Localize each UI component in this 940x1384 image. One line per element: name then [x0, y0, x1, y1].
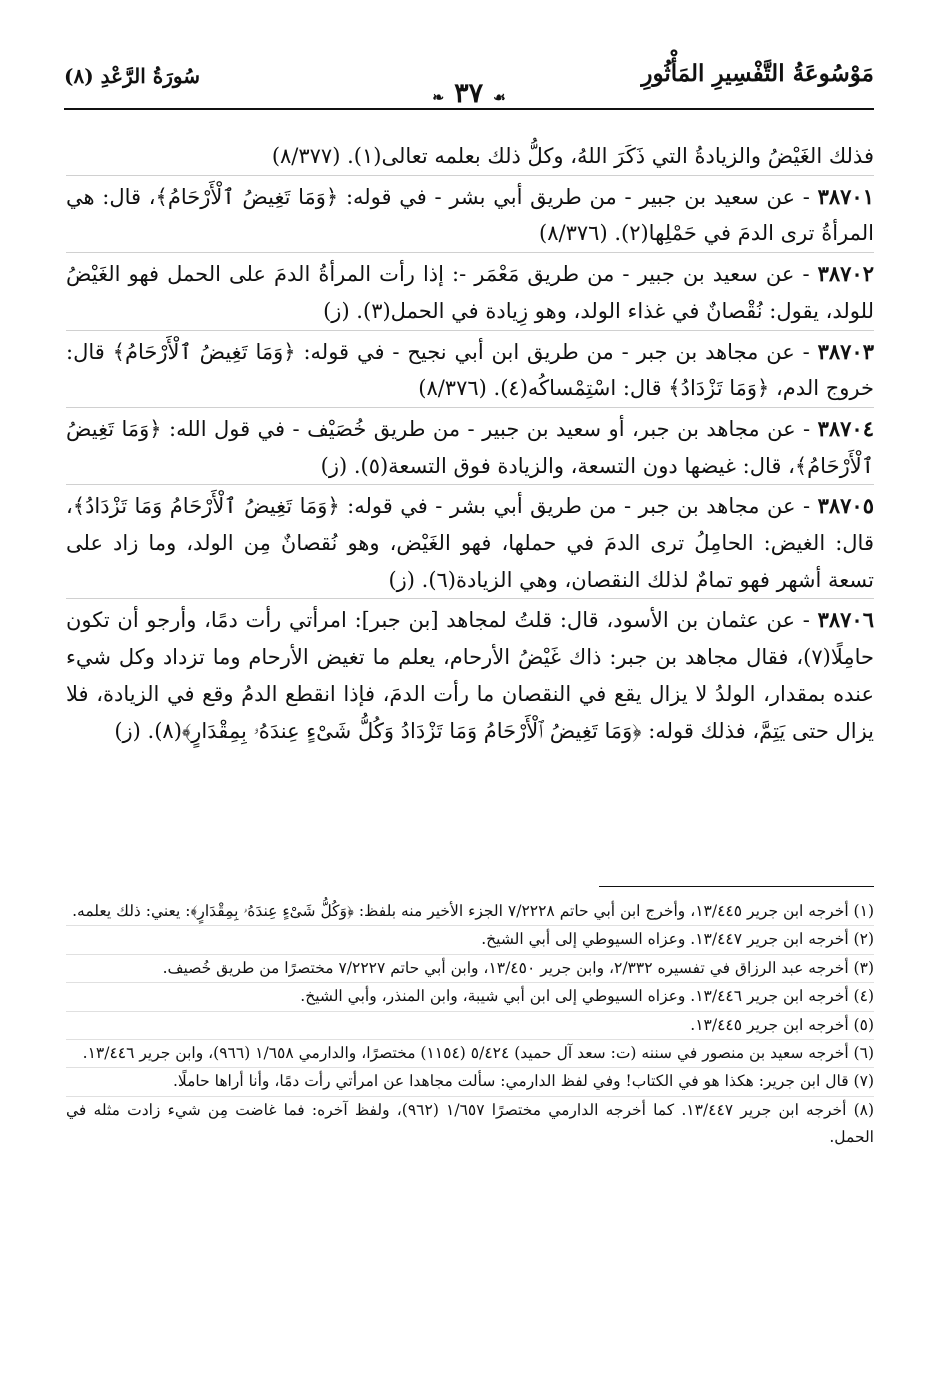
footnote-8: (٨) أخرجه ابن جرير ١٣/٤٤٧. كما أخرجه الدارمي مختصرًا ١/٦٥٧ (٩٦٢)، ولفظ آخره: فما غاضت مِن شيء زادت مثله في الحمل. — [66, 1096, 874, 1152]
page-number-group — [422, 78, 515, 109]
page-number: ٣٧ — [454, 78, 484, 109]
footnote-5: (٥) أخرجه ابن جرير ١٣/٤٤٥. — [66, 1011, 874, 1039]
entry-38706 — [66, 598, 874, 749]
entry-number: ٣٨٧٠٦ — [817, 607, 874, 633]
entry-38705 — [66, 484, 874, 598]
book-title: مَوْسُوعَةُ التَّفْسِيرِ المَأْثُورِ — [641, 60, 874, 87]
ornament-left: ❧ — [432, 90, 445, 106]
footnote-7: (٧) قال ابن جرير: هكذا هو في الكتاب! وفي لفظ الدارمي: سألت مجاهدا عن امرأتي رأت دمًا، وأنا أراها حاملًا. — [66, 1067, 874, 1095]
entry-number: ٣٨٧٠٣ — [817, 338, 874, 364]
footnote-2: (٢) أخرجه ابن جرير ١٣/٤٤٧. وعزاه السيوطي إلى أبي الشيخ. — [66, 925, 874, 953]
entry-38703 — [66, 330, 874, 407]
ornament-right: ☙ — [493, 90, 506, 106]
entry-text: - عن عثمان بن الأسود، قال: قلتُ لمجاهد [بن جبر]: امرأتي رأت دمًا، وأرجو أن تكون حامِلًا(٧)، فقال مجاهد بن جبر: ذاك غَيْضُ الأرحام، يعلم ما تغيض الأرحام وما تزداد وكل شيء عنده بمقدار، الولدُ لا يزال يقع في النقصان ما رأت الدمَ، فإذا انقطع الدمُ وقع في الزيادة، فلا يزال حتى يَتِمَّ، فذلك قوله: ﴿وَمَا تَغِيضُ ٱلْأَرْحَامُ وَمَا تَزْدَادُ وَكُلُّ شَىْءٍ عِندَهُۥ بِمِقْدَارٍ﴾(٨). (ز) — [66, 608, 874, 743]
footnotes — [66, 898, 874, 1152]
entry-text: - عن مجاهد بن جبر، أو سعيد بن جبير - من طريق خُصَيْف - في قول الله: ﴿وَمَا تَغِيضُ ٱلْأَرْحَامُ﴾، قال: غيضها دون التسعة، والزيادة فوق التسعة(٥). (ز) — [66, 416, 874, 478]
surah-name: سُورَةُ الرَّعْدِ (٨) — [64, 64, 200, 88]
entry-38701 — [66, 175, 874, 252]
entry-text: - عن سعيد بن جبير - من طريق مَعْمَر -: إذا رأت المرأةُ الدمَ على الحمل فهو الغَيْضُ للولد، يقول: نُقْصانٌ في غذاء الولد، وهو زِيادة في الحمل(٣). (ز) — [66, 262, 874, 323]
entry-text: - عن سعيد بن جبير - من طريق أبي بشر - في قوله: ﴿وَمَا تَغِيضُ ٱلْأَرْحَامُ﴾، قال: هي المرأةُ ترى الدمَ في حَمْلِها(٢). (٨/٣٧٦) — [66, 184, 874, 246]
footnote-1: (١) أخرجه ابن جرير ١٣/٤٤٥، وأخرج ابن أبي حاتم ٧/٢٢٢٨ الجزء الأخير منه بلفظ: ﴿وَكُلُّ شَىْءٍ عِندَهُۥ بِمِقْدَارٍ﴾: يعني: ذلك يعلمه. — [72, 902, 874, 920]
entry-number: ٣٨٧٠١ — [817, 183, 874, 209]
running-header — [64, 58, 874, 110]
footnote-3: (٣) أخرجه عبد الرزاق في تفسيره ٢/٣٣٢، وابن جرير ١٣/٤٥٠، وابن أبي حاتم ٧/٢٢٢٧ مختصرًا من طريق خُصيف. — [66, 954, 874, 982]
entry-38702 — [66, 252, 874, 329]
entry-number: ٣٨٧٠٤ — [817, 415, 874, 441]
entry-text: - عن مجاهد بن جبر - من طريق ابن أبي نجيح - في قوله: ﴿وَمَا تَغِيضُ ٱلْأَرْحَامُ﴾ قال: خروج الدم، ﴿وَمَا تَزْدَادُ﴾ قال: اسْتِمْساكُه(٤). (٨/٣٧٦) — [66, 339, 874, 401]
header-rule — [64, 108, 874, 110]
entry-text: - عن مجاهد بن جبر - من طريق أبي بشر - في قوله: ﴿وَمَا تَغِيضُ ٱلْأَرْحَامُ وَمَا تَزْدَادُ﴾، قال: الغيض: الحامِلُ ترى الدمَ في حملها، فهو الغَيْض، وهو نُقصانٌ مِن الولد، وما زاد على تسعة أشهر فهو تمامٌ لذلك النقصان، وهي الزيادة(٦). (ز) — [66, 494, 874, 592]
intro-paragraph: فذلك الغَيْضُ والزيادةُ التي ذَكَرَ اللهُ، وكلُّ ذلك بعلمه تعالى(١). (٨/٣٧٧) — [271, 144, 874, 168]
entry-number: ٣٨٧٠٢ — [817, 261, 874, 287]
entry-38704 — [66, 407, 874, 484]
footnote-4: (٤) أخرجه ابن جرير ١٣/٤٤٦. وعزاه السيوطي إلى ابن أبي شيبة، وابن المنذر، وأبي الشيخ. — [66, 982, 874, 1010]
main-text — [66, 138, 874, 749]
footnote-separator — [599, 886, 874, 887]
footnote-6: (٦) أخرجه سعيد بن منصور في سننه (ت: سعد آل حميد) ٥/٤٢٤ (١١٥٤) مختصرًا، والدارمي ١/٦٥٨ (٩٦٦)، وابن جرير ١٣/٤٤٦. — [66, 1039, 874, 1067]
entry-number: ٣٨٧٠٥ — [817, 493, 874, 519]
